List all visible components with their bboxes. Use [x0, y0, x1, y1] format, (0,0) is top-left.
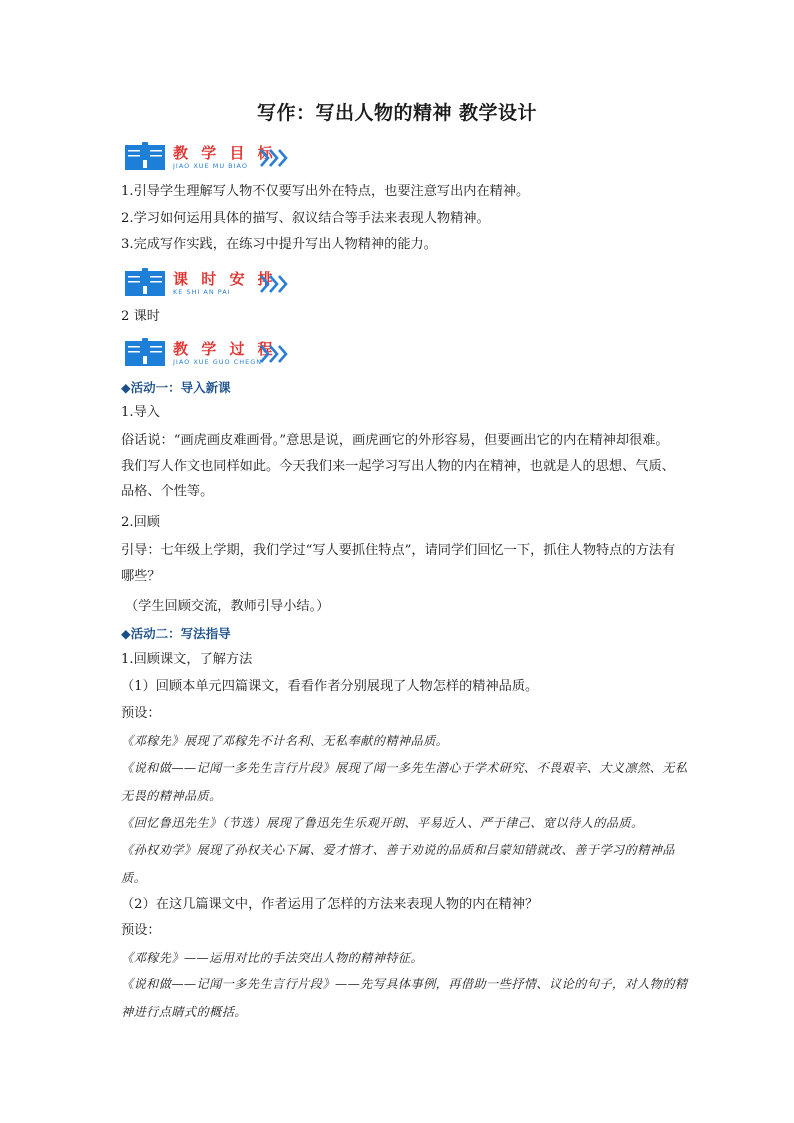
section-title: 课 时 安 排: [173, 270, 277, 288]
activity-heading: ◆活动一：导入新课: [121, 380, 231, 395]
section-pinyin: JIAO XUE MU BIAO: [173, 162, 248, 170]
step-heading: 2.回顾: [121, 515, 160, 530]
section-pinyin: KE SHI AN PAI: [173, 288, 231, 296]
schedule-text: 2 课时: [121, 309, 160, 324]
book-icon: [123, 142, 167, 172]
activity-heading: ◆活动二：写法指导: [121, 626, 231, 641]
answer-item: 《说和做——记闻一多先生言行片段》展现了闻一多先生潜心于学术研究、不畏艰辛、大义凛然、无私无畏的精神品质。: [121, 761, 688, 803]
goal-item: 2.学习如何运用具体的描写、叙议结合等手法来表现人物精神。: [121, 211, 490, 226]
paragraph: 俗话说：“画虎画皮难画骨。”意思是说，画虎画它的外形容易，但要画出它的内在精神却很难。我们写人作文也同样如此。今天我们来一起学习写出人物的内在精神，也就是人的思想、气质、品格、个性等。: [121, 433, 675, 499]
preset-label: 预设：: [121, 706, 161, 721]
step-heading: 1.回顾课文，了解方法: [121, 652, 253, 667]
preset-label: 预设：: [121, 923, 161, 938]
step-heading: 1.导入: [121, 405, 160, 420]
question: （1）回顾本单元四篇课文，看看作者分别展现了人物怎样的精神品质。: [121, 679, 539, 694]
chevrons-icon: [259, 148, 289, 168]
question: （2）在这几篇课文中，作者运用了怎样的方法来表现人物的内在精神？: [121, 897, 539, 912]
answer-item: 《回忆鲁迅先生》（节选）展现了鲁迅先生乐观开朗、平易近人、严于律己、宽以待人的品质。: [121, 816, 644, 830]
page-title: 写作：写出人物的精神 教学设计: [256, 102, 538, 124]
goal-item: 3.完成写作实践，在练习中提升写出人物精神的能力。: [121, 237, 437, 252]
section-header-process: [123, 338, 323, 370]
section-header-goals: [123, 142, 323, 174]
section-title: 教 学 过 程: [173, 340, 277, 358]
goal-item: 1.引导学生理解写人物不仅要写出外在特点，也要注意写出内在精神。: [121, 184, 530, 199]
chevrons-icon: [259, 344, 289, 364]
section-pinyin: JIAO XUE GUO CHEGN: [173, 358, 263, 366]
book-icon: [123, 338, 167, 368]
chevrons-icon: [259, 274, 289, 294]
answer-item: 《邓稼先》——运用对比的手法突出人物的精神特征。: [121, 951, 424, 965]
paragraph: 引导：七年级上学期，我们学过“写人要抓住特点”，请同学们回忆一下，抓住人物特点的方法有哪些？: [121, 543, 676, 584]
answer-item: 《邓稼先》展现了邓稼先不计名利、无私奉献的精神品质。: [121, 734, 449, 748]
answer-item: 《说和做——记闻一多先生言行片段》——先写具体事例，再借助一些抒情、议论的句子，对人物的精神进行点睛式的概括。: [121, 977, 688, 1019]
paragraph: （学生回顾交流，教师引导小结。）: [125, 599, 330, 614]
section-header-schedule: [123, 268, 323, 300]
answer-item: 《孙权劝学》展现了孙权关心下属、爱才惜才、善于劝说的品质和吕蒙知错就改、善于学习的精神品质。: [121, 843, 675, 885]
section-title: 教 学 目 标: [173, 144, 277, 162]
book-icon: [123, 268, 167, 298]
